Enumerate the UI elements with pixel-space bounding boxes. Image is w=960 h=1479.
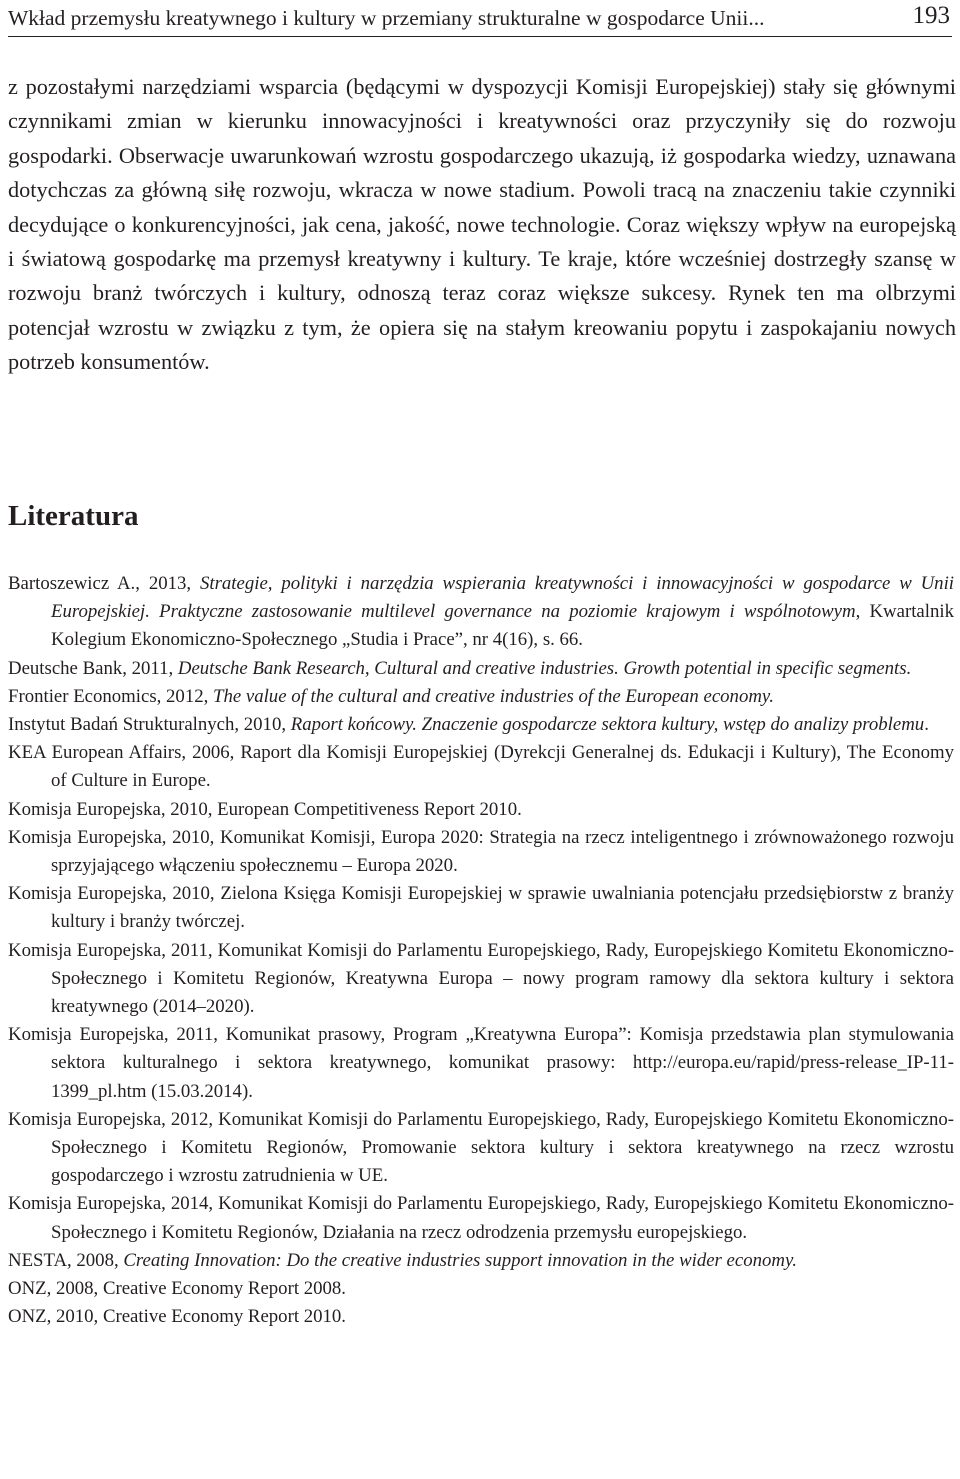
reference-list	[8, 570, 954, 1331]
reference-item: Komisja Europejska, 2011, Komunikat prasowy, Program „Kreatywna Europa”: Komisja przedstawia plan stymulowania sektora kulturalnego i sektora kreatywnego, komunikat prasowy: http://europa.eu/rapid/press-release_IP-11-1399_pl.htm (15.03.2014).	[8, 1024, 954, 1102]
reference-item: Deutsche Bank, 2011, Deutsche Bank Research, Cultural and creative industries. Growth potential in specific segments.	[8, 657, 912, 679]
reference-item: Bartoszewicz A., 2013, Strategie, polityki i narzędzia wspierania kreatywności i innowacyjności w gospodarce w Unii Europejskiej. Praktyczne zastosowanie multilevel governance na poziomie krajowym i wspólnotowym, Kwartalnik Kolegium Ekonomiczno-Społecznego „Studia i Prace”, nr 4(16), s. 66.	[8, 573, 955, 651]
reference-item: Komisja Europejska, 2010, European Competitiveness Report 2010.	[8, 798, 522, 820]
section-heading: Literatura	[8, 500, 139, 532]
reference-item: KEA European Affairs, 2006, Raport dla Komisji Europejskiej (Dyrekcji Generalnej ds. Edukacji i Kultury), The Economy of Culture in Europe.	[8, 742, 954, 792]
reference-item: Komisja Europejska, 2012, Komunikat Komisji do Parlamentu Europejskiego, Rady, Europejskiego Komitetu Ekonomiczno-Społecznego i Komitetu Regionów, Promowanie sektora kultury i sektora kreatywnego na rzecz wzrostu gospodarczego i wzrostu zatrudnienia w UE.	[8, 1108, 954, 1187]
reference-item: ONZ, 2008, Creative Economy Report 2008.	[8, 1278, 346, 1300]
reference-item: NESTA, 2008, Creating Innovation: Do the creative industries support innovation in the wider economy.	[8, 1249, 797, 1271]
page-number: 193	[912, 2, 950, 29]
reference-item: Frontier Economics, 2012, The value of the cultural and creative industries of the European economy.	[8, 685, 774, 707]
reference-item: Komisja Europejska, 2011, Komunikat Komisji do Parlamentu Europejskiego, Rady, Europejskiego Komitetu Ekonomiczno-Społecznego i Komitetu Regionów, Kreatywna Europa – nowy program ramowy dla sektora kultury i sektora kreatywnego (2014–2020).	[8, 939, 954, 1018]
body-paragraph: z pozostałymi narzędziami wsparcia (będącymi w dyspozycji Komisji Europejskiej) stały się głównymi czynnikami zmian w kierunku innowacyjności i kreatywności oraz przyczyniły się do rozwoju gospodarki. Obserwacje uwarunkowań wzrostu gospodarczego ukazują, iż gospodarka wiedzy, uznawana dotychczas za główną siłę rozwoju, wkracza w nowe stadium. Powoli tracą na znaczeniu takie czynniki decydujące o konkurencyjności, jak cena, jakość, nowe technologie. Coraz większy wpływ na europejską i światową gospodarkę ma przemysł kreatywny i kultury. Te kraje, które wcześniej dostrzegły szansę w rozwoju branż twórczych i kultury, odnoszą teraz coraz większe sukcesy. Rynek ten ma olbrzymi potencjał wzrostu w związku z tym, że opiera się na stałym kreowaniu popytu i zaspokajaniu nowych potrzeb konsumentów.	[8, 74, 956, 375]
running-header	[8, 0, 952, 37]
reference-item: Komisja Europejska, 2014, Komunikat Komisji do Parlamentu Europejskiego, Rady, Europejskiego Komitetu Ekonomiczno-Społecznego i Komitetu Regionów, Działania na rzecz odrodzenia przemysłu europejskiego.	[8, 1193, 954, 1243]
reference-item: Instytut Badań Strukturalnych, 2010, Raport końcowy. Znaczenie gospodarcze sektora kultury, wstęp do analizy problemu.	[8, 714, 929, 736]
reference-item: ONZ, 2010, Creative Economy Report 2010.	[8, 1306, 346, 1328]
running-title: Wkład przemysłu kreatywnego i kultury w przemiany strukturalne w gospodarce Unii...	[8, 6, 765, 30]
reference-item: Komisja Europejska, 2010, Zielona Księga Komisji Europejskiej w sprawie uwalniania potencjału przedsiębiorstw z branży kultury i branży twórczej.	[8, 883, 954, 933]
reference-item: Komisja Europejska, 2010, Komunikat Komisji, Europa 2020: Strategia na rzecz inteligentnego i zrównoważonego rozwoju sprzyjającego włączeniu społecznemu – Europa 2020.	[8, 826, 954, 877]
